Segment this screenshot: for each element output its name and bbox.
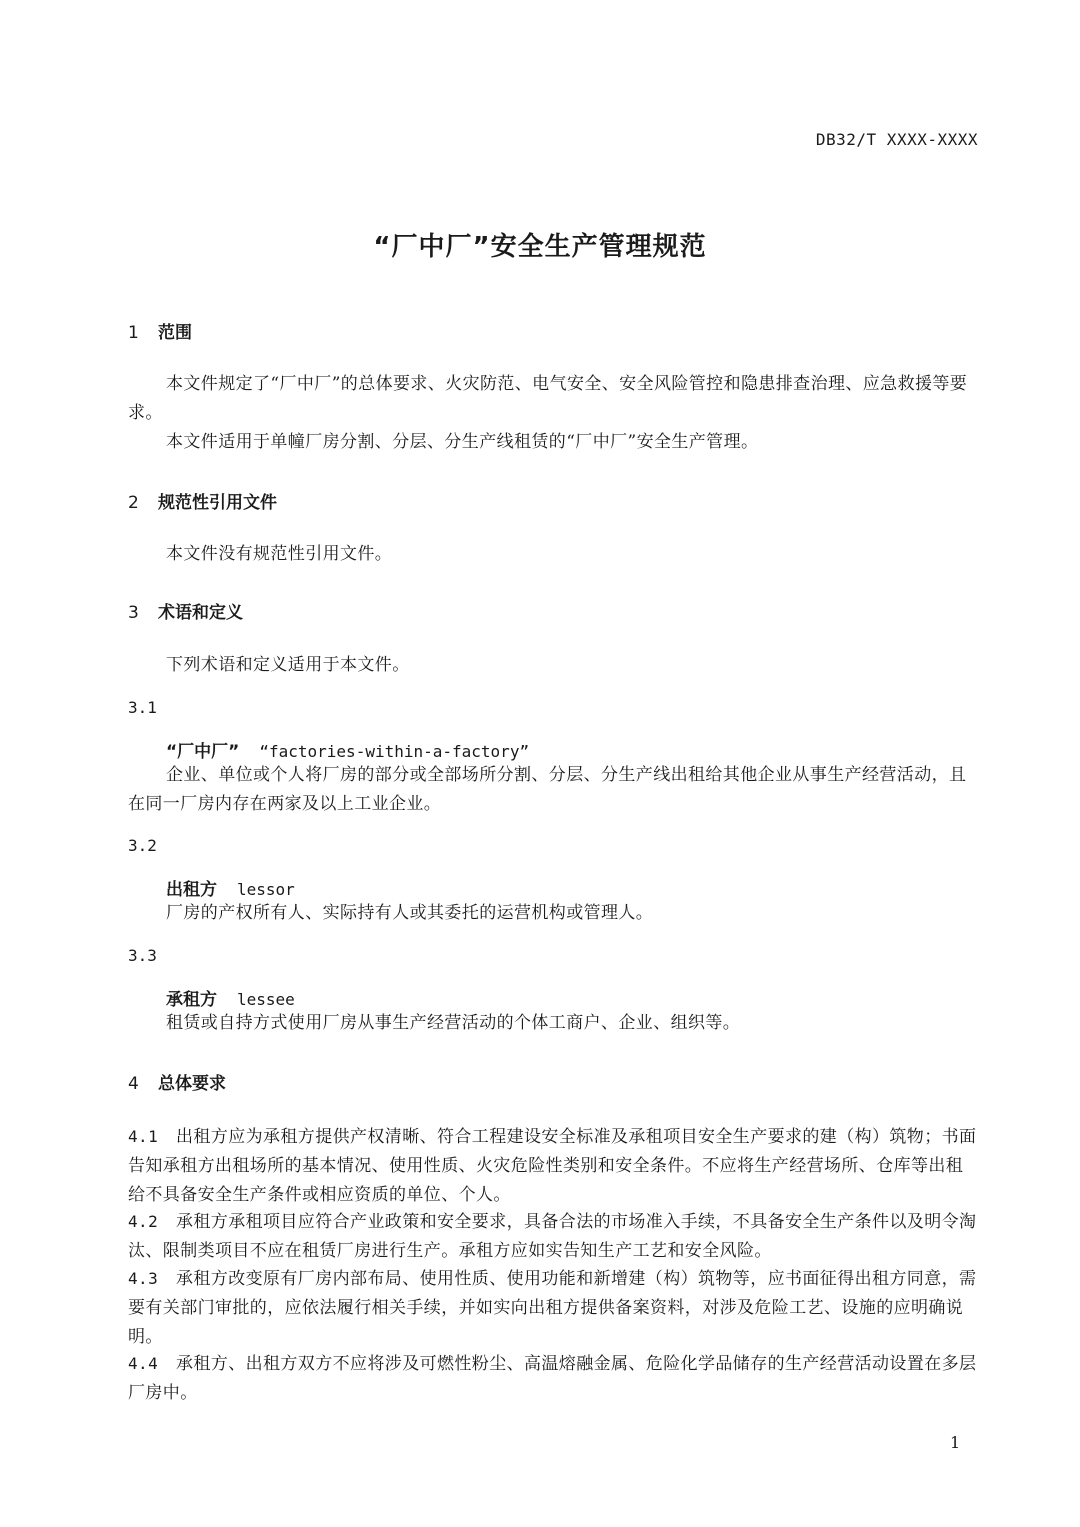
section-number: 3 — [128, 603, 139, 623]
clause — [128, 1207, 980, 1266]
term-heading — [166, 985, 295, 1010]
term-zh: 承租方 — [166, 990, 217, 1010]
paragraph: 本文件规定了“厂中厂”的总体要求、火灾防范、电气安全、安全风险管控和隐患排查治理、应急救援等要求。 — [128, 374, 968, 423]
clause-text: 承租方承租项目应符合产业政策和安全要求，具备合法的市场准入手续，不具备安全生产条件以及明令淘汰、限制类项目不应在租赁厂房进行生产。承租方应如实告知生产工艺和安全风险。 — [128, 1212, 977, 1261]
page-title: “厂中厂”安全生产管理规范 — [373, 232, 707, 262]
section-title: 规范性引用文件 — [158, 493, 277, 513]
clause-text: 出租方应为承租方提供产权清晰、符合工程建设安全标准及承租项目安全生产要求的建（构）筑物；书面告知承租方出租场所的基本情况、使用性质、火灾危险性类别和安全条件。不应将生产经营场所、仓库等出租给不具备安全生产条件或相应资质的单位、个人。 — [128, 1127, 977, 1205]
term-en: lessor — [237, 880, 295, 899]
paragraph: 下列术语和定义适用于本文件。 — [166, 655, 410, 675]
section-heading-3 — [128, 598, 243, 623]
section-number: 1 — [128, 323, 139, 343]
term-number: 3.1 — [128, 698, 157, 717]
clause — [128, 1264, 980, 1352]
section-heading-4 — [128, 1069, 226, 1094]
term-definition: 厂房的产权所有人、实际持有人或其委托的运营机构或管理人。 — [166, 903, 654, 923]
clause — [128, 1349, 980, 1408]
clause-text: 承租方改变原有厂房内部布局、使用性质、使用功能和新增建（构）筑物等，应书面征得出租方同意，需要有关部门审批的，应依法履行相关手续，并如实向出租方提供备案资料，对涉及危险工艺、设施的应明确说明。 — [128, 1269, 977, 1347]
term-heading — [166, 875, 295, 900]
term-heading — [166, 737, 529, 762]
section-heading-2 — [128, 488, 277, 513]
clause-number: 4.2 — [128, 1212, 159, 1231]
term-number: 3.2 — [128, 836, 157, 855]
term-zh: “厂中厂” — [166, 742, 240, 762]
clause-number: 4.1 — [128, 1127, 159, 1146]
term-number: 3.3 — [128, 946, 157, 965]
section-title: 总体要求 — [158, 1074, 226, 1094]
clause-number: 4.3 — [128, 1269, 159, 1288]
clause — [128, 1122, 980, 1210]
page-number: 1 — [950, 1433, 961, 1452]
section-title: 范围 — [158, 323, 192, 343]
section-heading-1 — [128, 318, 192, 343]
section-number: 4 — [128, 1074, 139, 1094]
term-en: “factories-within-a-factory” — [259, 742, 530, 761]
section-number: 2 — [128, 493, 139, 513]
term-definition: 租赁或自持方式使用厂房从事生产经营活动的个体工商户、企业、组织等。 — [166, 1013, 741, 1033]
paragraph: 本文件适用于单幢厂房分割、分层、分生产线租赁的“厂中厂”安全生产管理。 — [166, 432, 759, 452]
clause-number: 4.4 — [128, 1354, 159, 1373]
document-code: DB32/T XXXX-XXXX — [815, 130, 978, 149]
section-title: 术语和定义 — [158, 603, 243, 623]
term-en: lessee — [237, 990, 295, 1009]
paragraph: 本文件没有规范性引用文件。 — [166, 544, 393, 564]
term-definition: 企业、单位或个人将厂房的部分或全部场所分割、分层、分生产线出租给其他企业从事生产经营活动，且在同一厂房内存在两家及以上工业企业。 — [128, 765, 967, 814]
clause-text: 承租方、出租方双方不应将涉及可燃性粉尘、高温熔融金属、危险化学品储存的生产经营活动设置在多层厂房中。 — [128, 1354, 977, 1403]
term-zh: 出租方 — [166, 880, 217, 900]
